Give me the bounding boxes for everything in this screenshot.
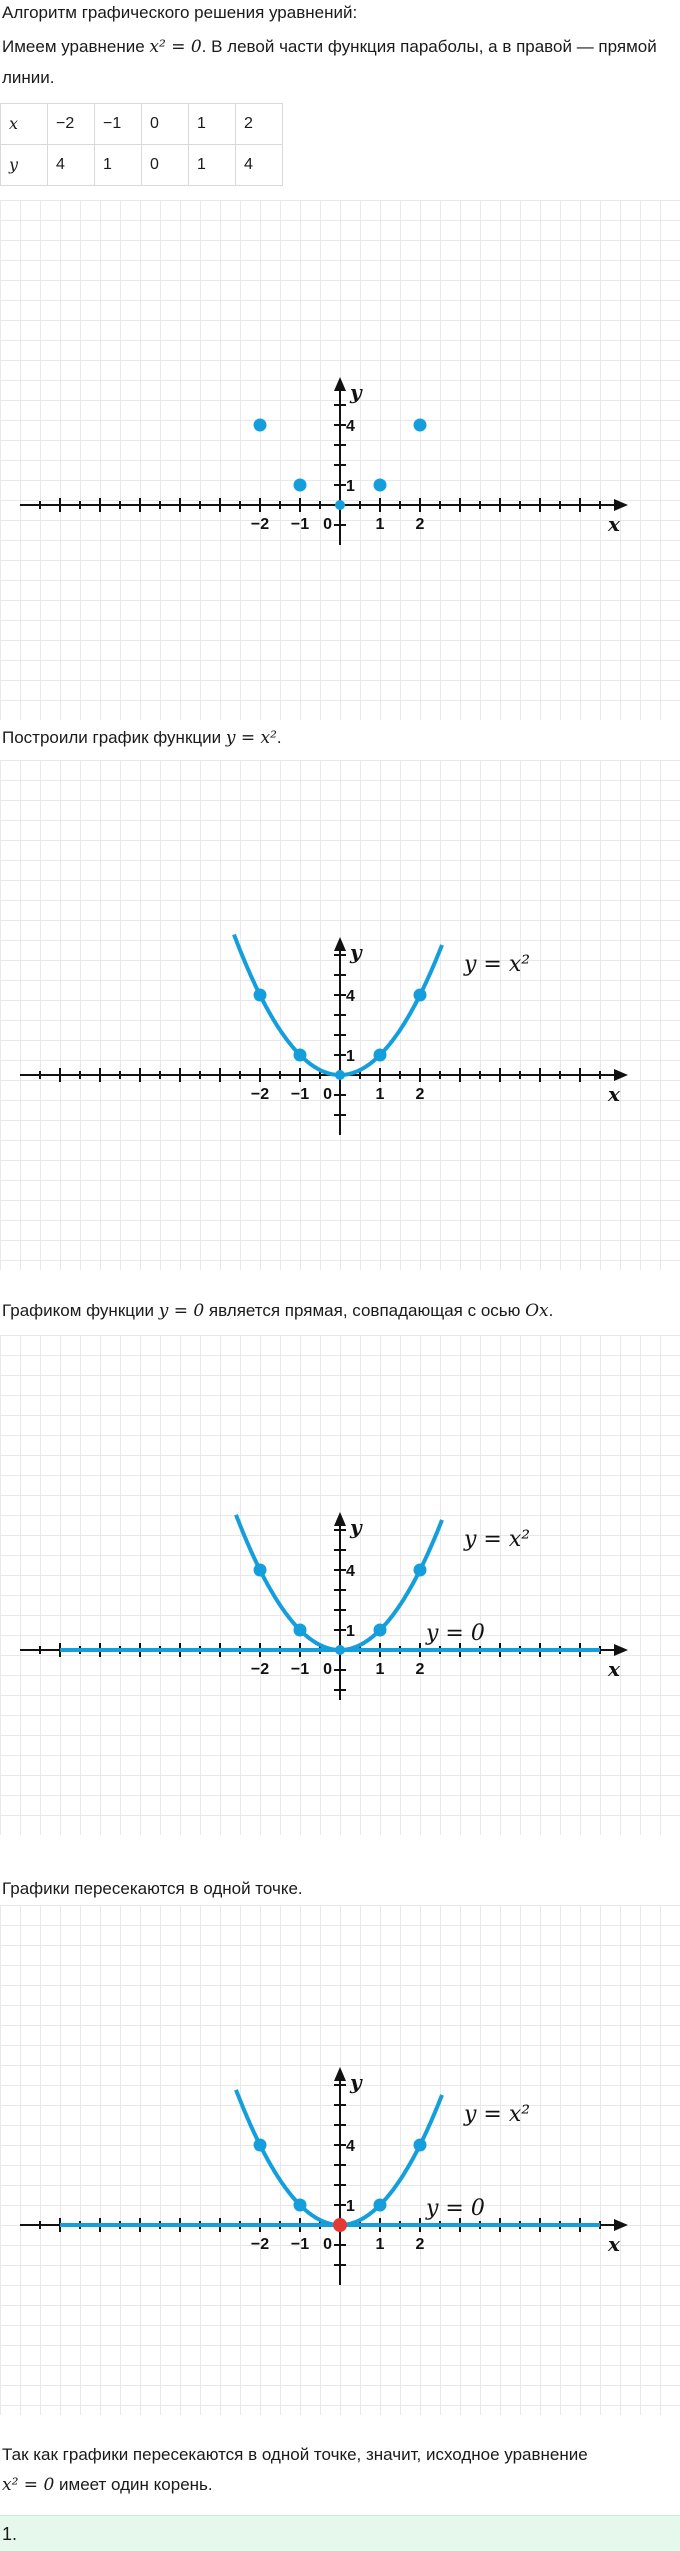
data-point bbox=[254, 989, 267, 1002]
table-cell: 0 bbox=[142, 145, 189, 186]
table-header-x: x bbox=[1, 104, 48, 145]
x-axis-label: x bbox=[608, 512, 620, 536]
y-axis-arrow bbox=[334, 937, 346, 951]
x-tick-label: −2 bbox=[250, 2236, 270, 2253]
table-cell: 2 bbox=[236, 104, 283, 145]
step3-formula: y = 0 bbox=[158, 1301, 205, 1321]
intro-suffix: . В левой части функция параболы, а в правой — прямой линии. bbox=[2, 37, 657, 87]
x-tick-label: 2 bbox=[415, 516, 425, 533]
graph-intersection-svg bbox=[0, 1905, 680, 2415]
step3-suffix: . bbox=[548, 1301, 554, 1320]
origin-label: 0 bbox=[323, 1086, 332, 1103]
answer-text: 1. bbox=[2, 2524, 18, 2544]
x-tick-label: 1 bbox=[375, 2236, 385, 2253]
intro-paragraph bbox=[2, 32, 672, 93]
data-point bbox=[254, 2139, 267, 2152]
y-tick-label: 4 bbox=[346, 988, 355, 1005]
x-tick-label: −1 bbox=[290, 516, 310, 533]
y-axis-label: y bbox=[350, 380, 362, 404]
intro-heading: Алгоритм графического решения уравнений: bbox=[2, 3, 358, 22]
step3-prefix: Графиком функции bbox=[2, 1301, 159, 1320]
data-point bbox=[294, 2199, 307, 2212]
x-axis-label: x bbox=[608, 1657, 620, 1681]
data-point bbox=[254, 1564, 267, 1577]
origin-label: 0 bbox=[323, 2236, 332, 2253]
y-axis-arrow bbox=[334, 377, 346, 391]
x-tick-label: −2 bbox=[250, 1086, 270, 1103]
data-point bbox=[374, 2199, 387, 2212]
line-y0-label: y = 0 bbox=[426, 2196, 485, 2221]
y-tick-label: 1 bbox=[346, 2198, 355, 2215]
step2-text bbox=[2, 727, 672, 750]
x-axis-arrow bbox=[614, 1069, 628, 1081]
data-point bbox=[414, 2139, 427, 2152]
x-axis-label: x bbox=[608, 2232, 620, 2256]
table-cell: 1 bbox=[189, 145, 236, 186]
graph-points bbox=[0, 200, 680, 720]
data-point bbox=[414, 419, 427, 432]
data-point bbox=[254, 419, 267, 432]
data-point bbox=[374, 1624, 387, 1637]
value-table bbox=[0, 103, 283, 186]
y-tick-label: 4 bbox=[346, 418, 355, 435]
y-tick-label: 4 bbox=[346, 2138, 355, 2155]
line-y0-label: y = 0 bbox=[426, 1621, 485, 1646]
x-tick-label: −2 bbox=[250, 516, 270, 533]
y-axis-label: y bbox=[350, 940, 362, 964]
intro-prefix: Имеем уравнение bbox=[2, 37, 150, 56]
conclusion-formula: x² = 0 bbox=[2, 2474, 55, 2495]
data-point bbox=[414, 989, 427, 1002]
table-cell: −1 bbox=[95, 104, 142, 145]
step2-suffix: . bbox=[276, 728, 282, 747]
parabola-label: y = x² bbox=[464, 2101, 531, 2127]
graph-parabola-and-line bbox=[0, 1335, 680, 1835]
x-tick-label: 1 bbox=[375, 1086, 385, 1103]
value-table-row-x bbox=[1, 104, 283, 145]
y-tick-label: 1 bbox=[346, 1623, 355, 1640]
y-axis-label: y bbox=[350, 2070, 362, 2094]
graph-parabola-svg bbox=[0, 760, 680, 1270]
data-point bbox=[294, 479, 307, 492]
data-point bbox=[294, 1624, 307, 1637]
y-tick-label: 1 bbox=[346, 1048, 355, 1065]
x-tick-label: 1 bbox=[375, 516, 385, 533]
graph-intersection bbox=[0, 1905, 680, 2415]
parabola-label: y = x² bbox=[464, 951, 531, 977]
parabola-label: y = x² bbox=[464, 1526, 531, 1552]
data-point bbox=[335, 500, 345, 510]
data-point bbox=[335, 1070, 345, 1080]
intro-equation: x² = 0 bbox=[149, 37, 202, 57]
table-header-y: y bbox=[1, 145, 48, 186]
data-point bbox=[374, 1049, 387, 1062]
x-tick-label: −2 bbox=[250, 1661, 270, 1678]
x-tick-label: 1 bbox=[375, 1661, 385, 1678]
graph-points-svg bbox=[0, 200, 680, 720]
step2-formula: y = x² bbox=[225, 728, 277, 748]
x-tick-label: 2 bbox=[415, 2236, 425, 2253]
x-tick-label: −1 bbox=[290, 1661, 310, 1678]
y-tick-label: 4 bbox=[346, 1563, 355, 1580]
data-point bbox=[294, 1049, 307, 1062]
step2-prefix: Построили график функции bbox=[2, 728, 226, 747]
value-table-row-y bbox=[1, 145, 283, 186]
graph-parabola bbox=[0, 760, 680, 1270]
data-point bbox=[374, 479, 387, 492]
step3-axis: Ox bbox=[525, 1301, 549, 1321]
x-axis-label: x bbox=[608, 1082, 620, 1106]
y-axis-arrow bbox=[334, 2067, 346, 2081]
conclusion-line1: Так как графики пересекаются в одной точке, значит, исходное уравнение bbox=[2, 2445, 588, 2464]
table-cell: 0 bbox=[142, 104, 189, 145]
x-axis-arrow bbox=[614, 499, 628, 511]
y-axis-label: y bbox=[350, 1515, 362, 1539]
x-axis-arrow bbox=[614, 1644, 628, 1656]
table-cell: 4 bbox=[236, 145, 283, 186]
x-tick-label: −1 bbox=[290, 2236, 310, 2253]
x-tick-label: 2 bbox=[415, 1086, 425, 1103]
step3-middle: является прямая, совпадающая с осью bbox=[204, 1301, 526, 1320]
x-tick-label: −1 bbox=[290, 1086, 310, 1103]
answer-box bbox=[0, 2515, 680, 2551]
conclusion-text bbox=[2, 2440, 672, 2501]
conclusion-line2: имеет один корень. bbox=[54, 2474, 213, 2494]
x-tick-label: 2 bbox=[415, 1661, 425, 1678]
table-cell: 1 bbox=[95, 145, 142, 186]
origin-label: 0 bbox=[323, 1661, 332, 1678]
step4-text: Графики пересекаются в одной точке. bbox=[2, 1879, 303, 1898]
intersection-point bbox=[333, 2218, 347, 2232]
table-cell: −2 bbox=[48, 104, 95, 145]
y-tick-label: 1 bbox=[346, 478, 355, 495]
table-cell: 4 bbox=[48, 145, 95, 186]
table-cell: 1 bbox=[189, 104, 236, 145]
data-point bbox=[414, 1564, 427, 1577]
origin-label: 0 bbox=[323, 516, 332, 533]
step3-text bbox=[2, 1300, 672, 1323]
x-axis-arrow bbox=[614, 2219, 628, 2231]
graph-parabola-and-line-svg bbox=[0, 1335, 680, 1835]
y-axis-arrow bbox=[334, 1512, 346, 1526]
